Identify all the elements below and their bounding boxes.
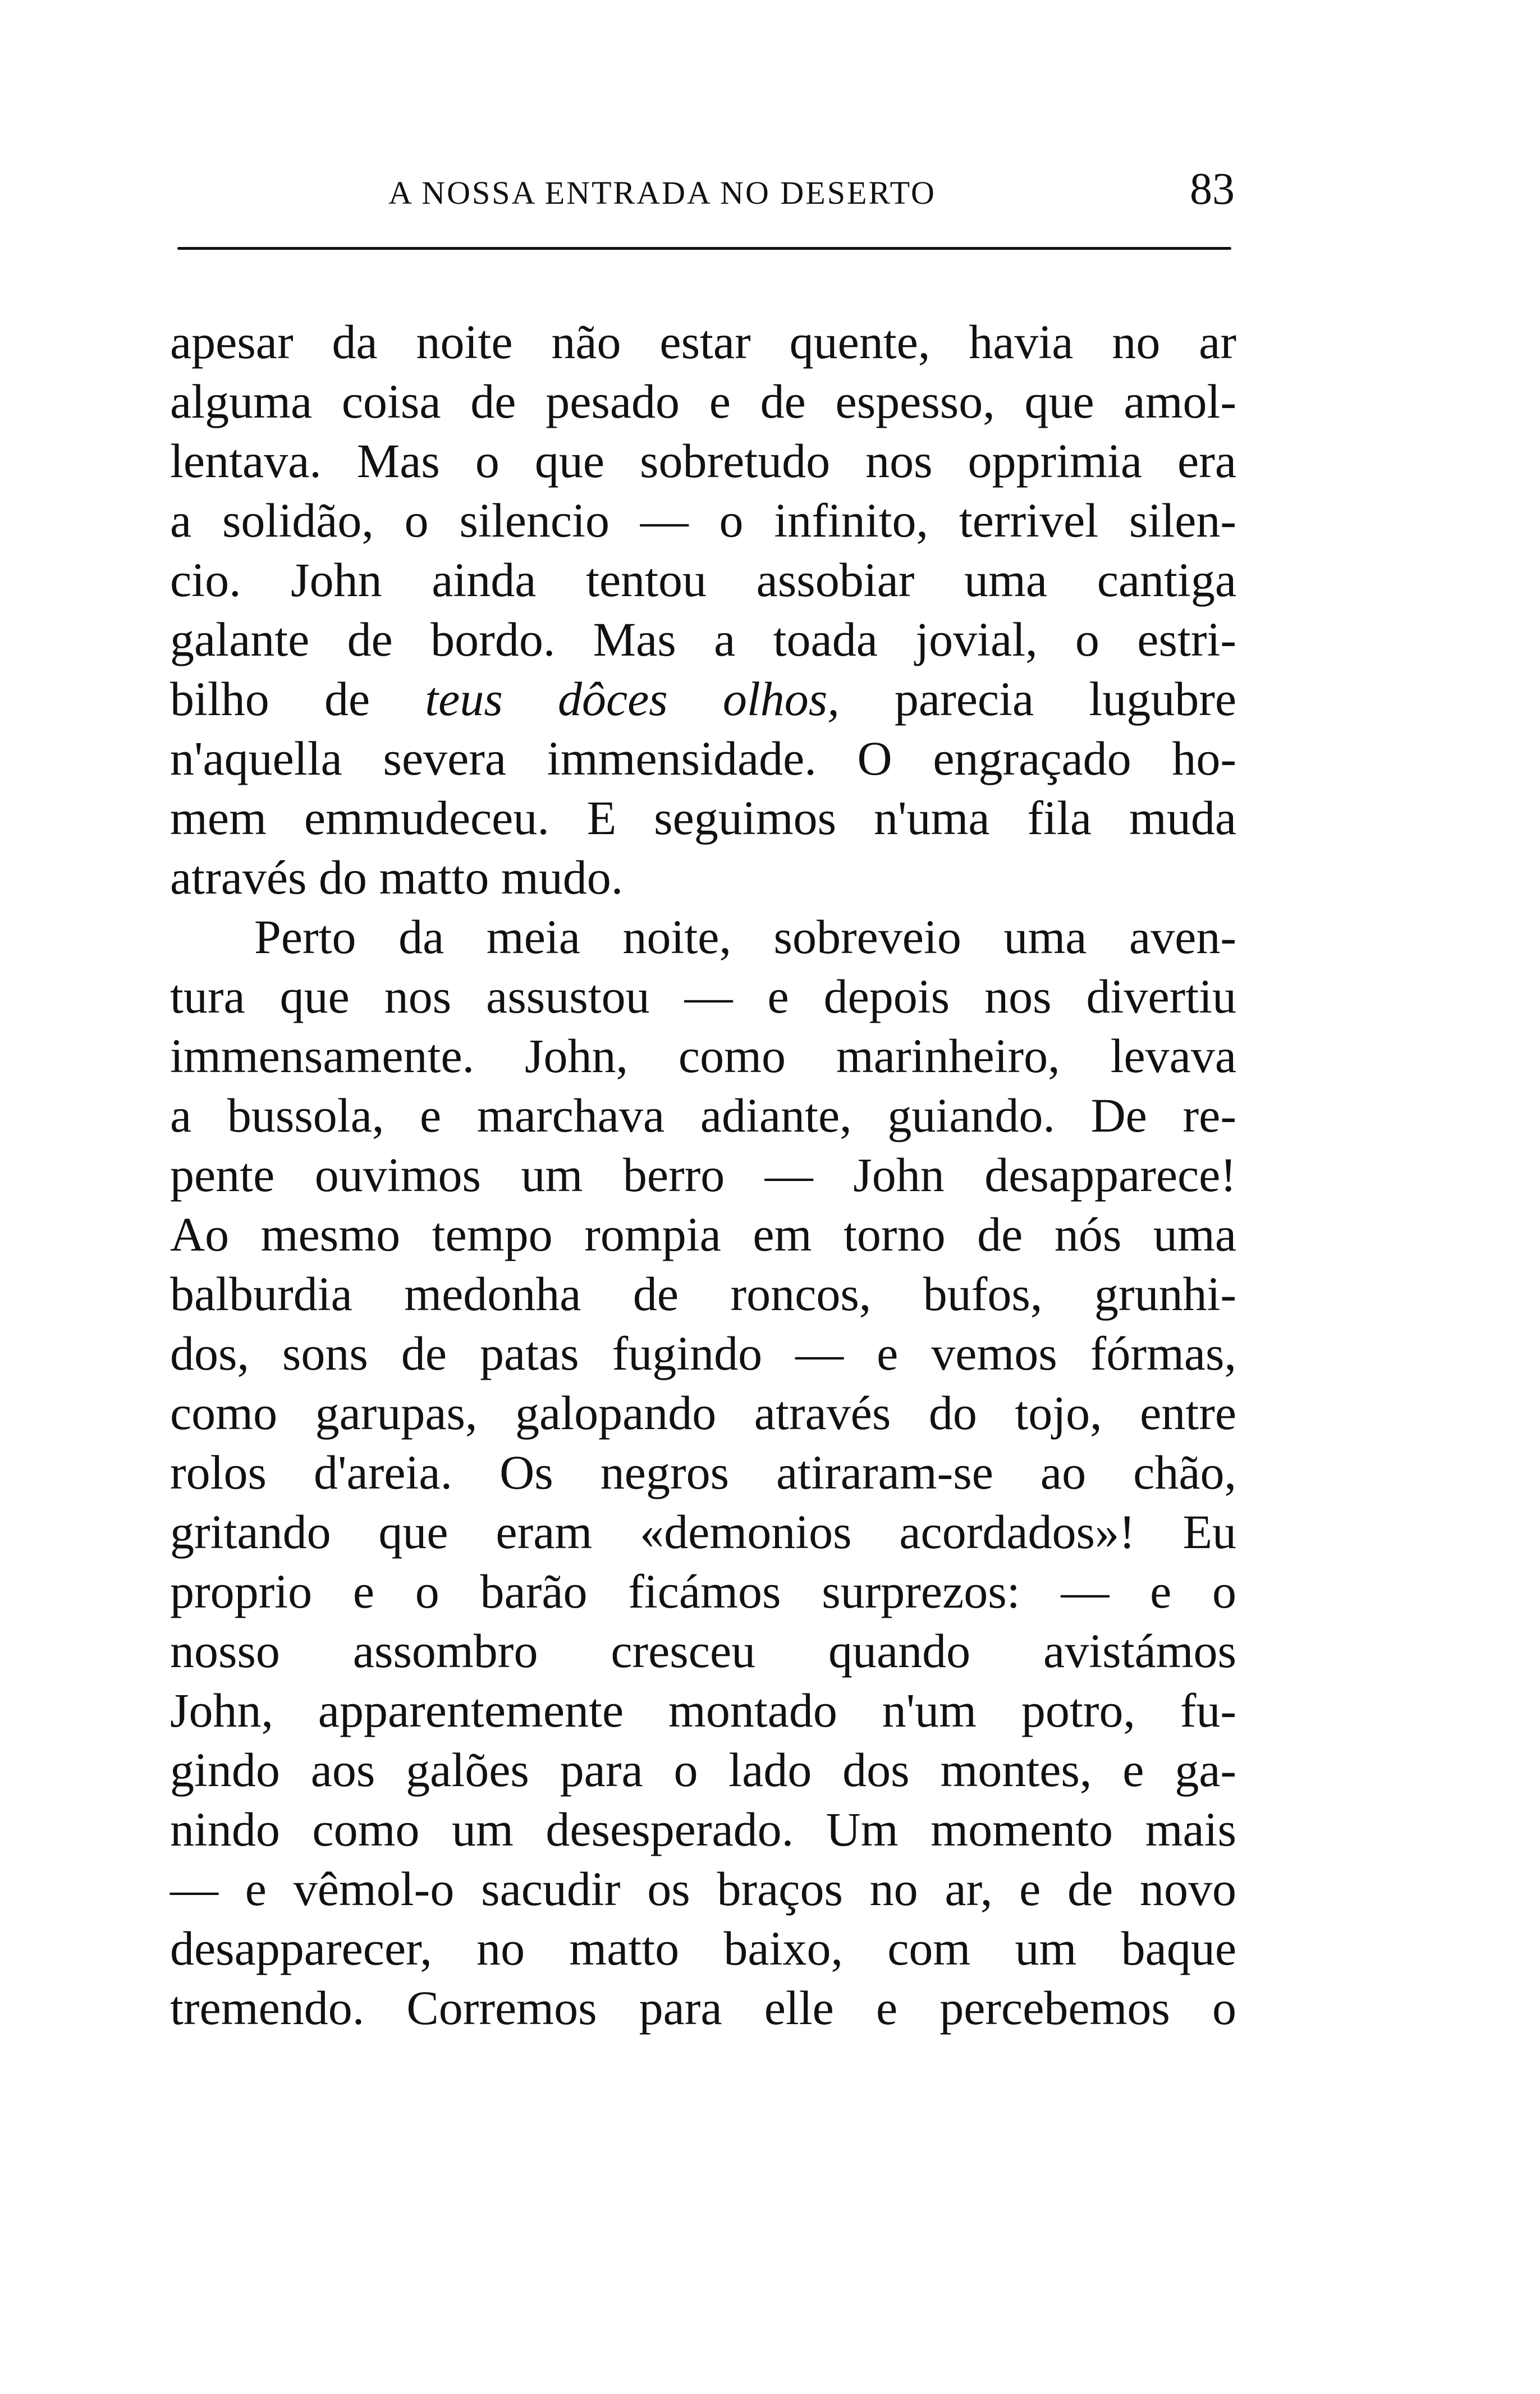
- paragraph-first-line: Perto da meia noite, sobreveio uma aven-: [254, 910, 1236, 964]
- text-line: immensamente. John, como marinheiro, levava: [170, 1029, 1236, 1083]
- italic-phrase: teus dôces olhos,: [425, 672, 840, 726]
- text-line: lentava. Mas o que sobretudo nos opprimia era: [170, 434, 1236, 488]
- text-line: dos, sons de patas fugindo — e vemos fórmas,: [170, 1326, 1236, 1380]
- text-line: apesar da noite não estar quente, havia no ar: [170, 315, 1236, 369]
- text-line: mem emmudeceu. E seguimos n'uma fila muda: [170, 791, 1236, 845]
- header-rule: [177, 247, 1231, 250]
- text-line: proprio e o barão ficámos surprezos: — e o: [170, 1564, 1236, 1618]
- body-text: [170, 312, 1236, 2038]
- text-line: a bussola, e marchava adiante, guiando. De re-: [170, 1088, 1236, 1142]
- text-line: rolos d'areia. Os negros atiraram-se ao chão,: [170, 1445, 1236, 1499]
- paragraph-end-line: através do matto mudo.: [170, 850, 624, 904]
- text-line: balburdia medonha de roncos, bufos, grunhi-: [170, 1267, 1236, 1321]
- running-head: [168, 164, 1235, 220]
- text-line: desapparecer, no matto baixo, com um baque: [170, 1921, 1236, 1975]
- text-line: tremendo. Corremos para elle e percebemos o: [170, 1981, 1236, 2035]
- text-line: n'aquella severa immensidade. O engraçado ho-: [170, 731, 1236, 785]
- text-line: pente ouvimos um berro — John desapparece!: [170, 1148, 1236, 1202]
- text-line: — e vêmol-o sacudir os braços no ar, e de novo: [170, 1862, 1236, 1916]
- text-line: gindo aos galões para o lado dos montes, e ga-: [170, 1743, 1236, 1797]
- page-number: 83: [1190, 164, 1235, 214]
- text-line: nindo como um desesperado. Um momento mais: [170, 1802, 1236, 1856]
- running-title: A NOSSA ENTRADA NO DESERTO: [388, 175, 936, 211]
- text-line: gritando que eram «demonios acordados»! Eu: [170, 1505, 1236, 1559]
- text-line: como garupas, galopando através do tojo, entre: [170, 1386, 1236, 1440]
- text-line: Ao mesmo tempo rompia em torno de nós uma: [170, 1207, 1236, 1261]
- text-line: cio. John ainda tentou assobiar uma cantiga: [170, 553, 1236, 607]
- text-segment: bilho de: [170, 672, 425, 726]
- text-segment: parecia lugubre: [839, 672, 1237, 726]
- text-line: galante de bordo. Mas a toada jovial, o estri-: [170, 612, 1236, 666]
- text-line: nosso assombro cresceu quando avistámos: [170, 1624, 1236, 1678]
- text-line: a solidão, o silencio — o infinito, terrivel silen-: [170, 493, 1236, 547]
- text-line: alguma coisa de pesado e de espesso, que amol-: [170, 374, 1236, 428]
- text-line: tura que nos assustou — e depois nos divertiu: [170, 969, 1236, 1023]
- text-line-with-italic: [170, 669, 1236, 729]
- text-line: John, apparentemente montado n'um potro, fu-: [170, 1683, 1236, 1737]
